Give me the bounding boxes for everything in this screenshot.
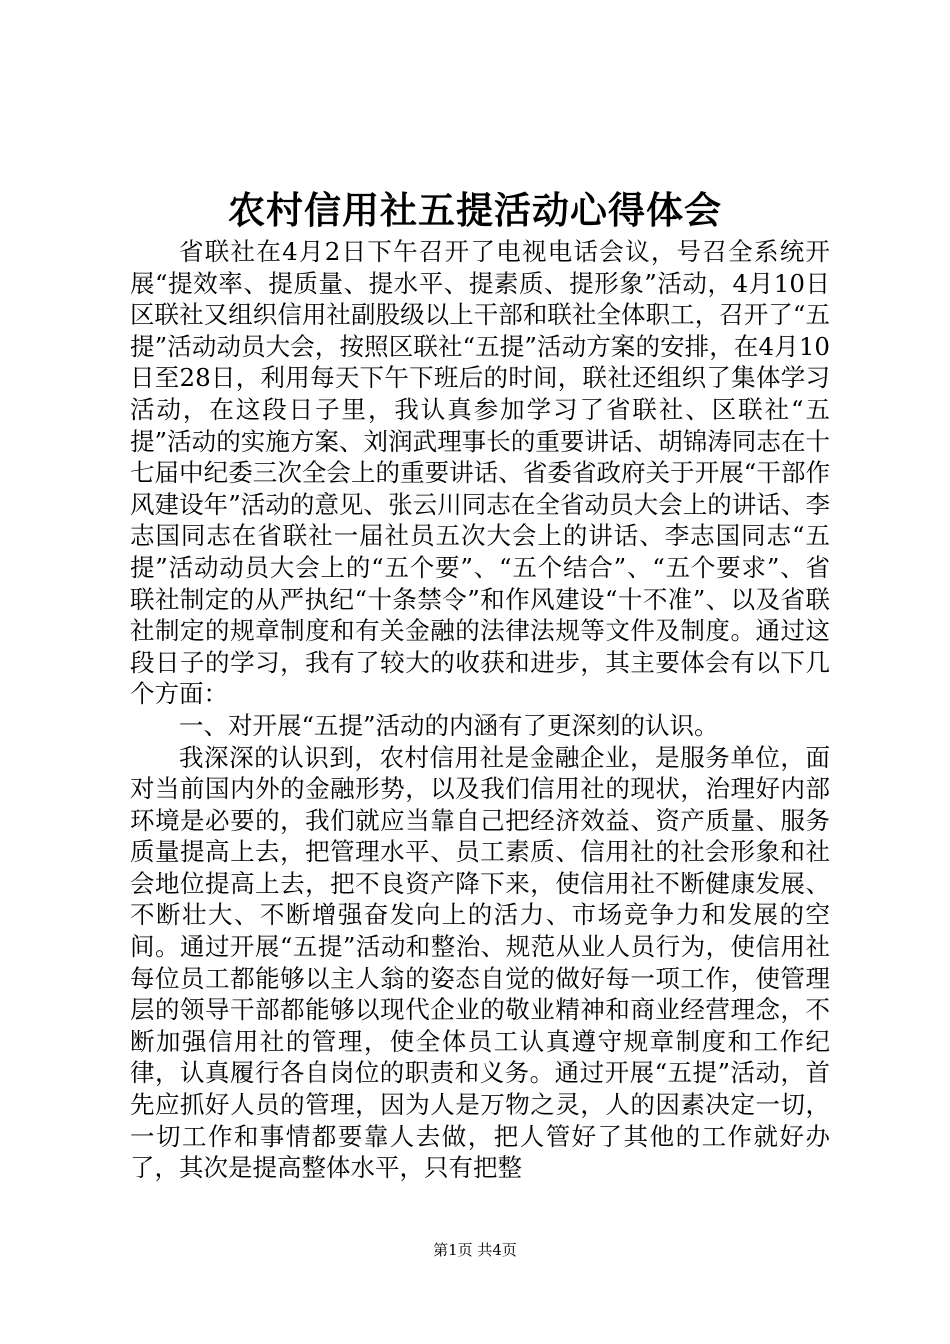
page-footer: 第1页 共4页 bbox=[433, 1241, 517, 1259]
paragraph-section-heading-1: 一、对开展“五提”活动的内涵有了更深刻的认识。 bbox=[179, 710, 719, 740]
paragraph-intro: 省联社在4月2日下午召开了电视电话会议，号召全系统开展“提效率、提质量、提水平、提素质、提形象”活动，4月10日区联社又组织信用社副股级以上干部和联社全体职工，召开了“五提”活动动员大会，按照区联社“五提”活动方案的安排，在4月10日至28日，利用每天下午下班后的时间，联社还组织了集体学习活动，在这段日子里，我认真参加学习了省联社、区联社“五提”活动的实施方案、刘润武理事长的重要讲话、胡锦涛同志在十七届中纪委三次全会上的重要讲话、省委省政府关于开展“干部作风建设年”活动的意见、张云川同志在全省动员大会上的讲话、李志国同志在省联社一届社员五次大会上的讲话、李志国同志“五提”活动动员大会上的“五个要”、“五个结合”、“五个要求”、省联社制定的从严执纪“十条禁令”和作风建设“十不准”、以及省联社制定的规章制度和有关金融的法律法规等文件及制度。通过这段日子的学习，我有了较大的收获和进步，其主要体会有以下几个方面： bbox=[130, 237, 830, 709]
document-body bbox=[130, 236, 830, 1184]
paragraph-section-body-1: 我深深的认识到，农村信用社是金融企业，是服务单位，面对当前国内外的金融形势，以及我们信用社的现状，治理好内部环境是必要的，我们就应当靠自己把经济效益、资产质量、服务质量提高上去，把管理水平、员工素质、信用社的社会形象和社会地位提高上去，把不良资产降下来，使信用社不断健康发展、不断壮大、不断增强奋发向上的活力、市场竞争力和发展的空间。通过开展“五提”活动和整治、规范从业人员行为，使信用社每位员工都能够以主人翁的姿态自觉的做好每一项工作，使管理层的领导干部都能够以现代企业的敬业精神和商业经营理念，不断加强信用社的管理，使全体员工认真遵守规章制度和工作纪律，认真履行各自岗位的职责和义务。通过开展“五提”活动，首先应抓好人员的管理，因为人是万物之灵，人的因素决定一切，一切工作和事情都要靠人去做，把人管好了其他的工作就好办了，其次是提高整体水平，只有把整 bbox=[130, 742, 830, 1183]
document-title: 农村信用社五提活动心得体会 bbox=[228, 188, 722, 232]
